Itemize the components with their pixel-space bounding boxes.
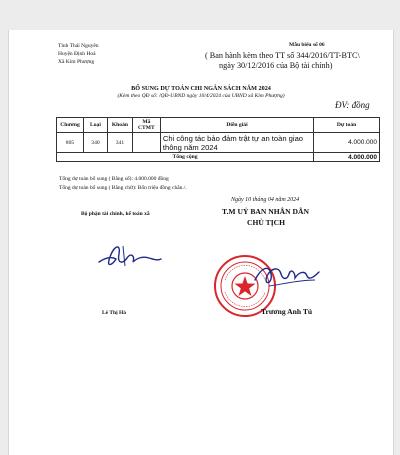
issued-line-2: ngày 30/12/2016 của Bộ tài chính) [219,61,333,70]
accounting-role: Bộ phận tài chính, kế toán xã [81,211,150,217]
cell-dien-giai: Chi công tác bảo đảm trật tự an toàn giao thông năm 2024 [160,133,313,153]
cell-khoan: 341 [107,133,132,153]
district-label: Huyện Định Hoá [58,51,96,57]
col-khoan: Khoản [107,118,132,133]
total-in-numbers: Tổng dự toán bổ sung ( Bằng số): 4.000.000 đồng [59,176,169,182]
signature-date: Ngày 10 tháng 04 năm 2024 [231,197,300,203]
cell-ma-ctmt [132,133,160,153]
col-ma-ctmt: Mã CTMT [132,118,160,133]
col-chuong: Chương [57,118,84,133]
chairman-role: CHỦ TỊCH [247,218,286,227]
document-subtitle: (Kèm theo QĐ số: /QĐ-UBND ngày 10/4/2024 của UBND xã Kim Phượng) [117,93,285,99]
chairman-signature [249,250,329,294]
total-value: 4.000.000 [314,153,380,162]
table-header-row [57,118,380,133]
issued-line-1: ( Ban hành kèm theo TT số 344/2016/TT-BTC\ [205,51,360,60]
table-row [57,133,380,153]
table-total-row [57,153,380,162]
total-label: Tổng cộng [57,153,314,162]
commune-label: Xã Kim Phượng [58,59,95,65]
cell-chuong: 805 [57,133,84,153]
accountant-signature [89,234,169,274]
cell-loai: 340 [83,133,107,153]
document-title: BỔ SUNG DỰ TOÁN CHI NGÂN SÁCH NĂM 2024 [131,85,271,92]
document-page [8,30,394,455]
col-dien-giai: Diễn giải [160,118,313,133]
budget-table [56,117,380,162]
col-du-toan: Dự toán [314,118,380,133]
committee-org: T.M UỶ BAN NHÂN DÂN [222,207,309,216]
form-number: Mẫu biểu số 06 [289,42,325,48]
col-loai: Loại [83,118,107,133]
viewer-toolbar-area [0,0,400,30]
chairman-name: Trương Anh Tú [261,307,313,316]
accountant-name: Lê Thị Hà [102,310,127,316]
currency-unit: ĐV: đồng [335,100,370,110]
province-label: Tỉnh Thái Nguyên [58,43,99,49]
cell-du-toan: 4.000.000 [314,133,380,153]
total-in-words: Tổng dự toán bổ sung ( Bằng chữ): Bốn triệu đồng chẵn./. [59,185,187,191]
